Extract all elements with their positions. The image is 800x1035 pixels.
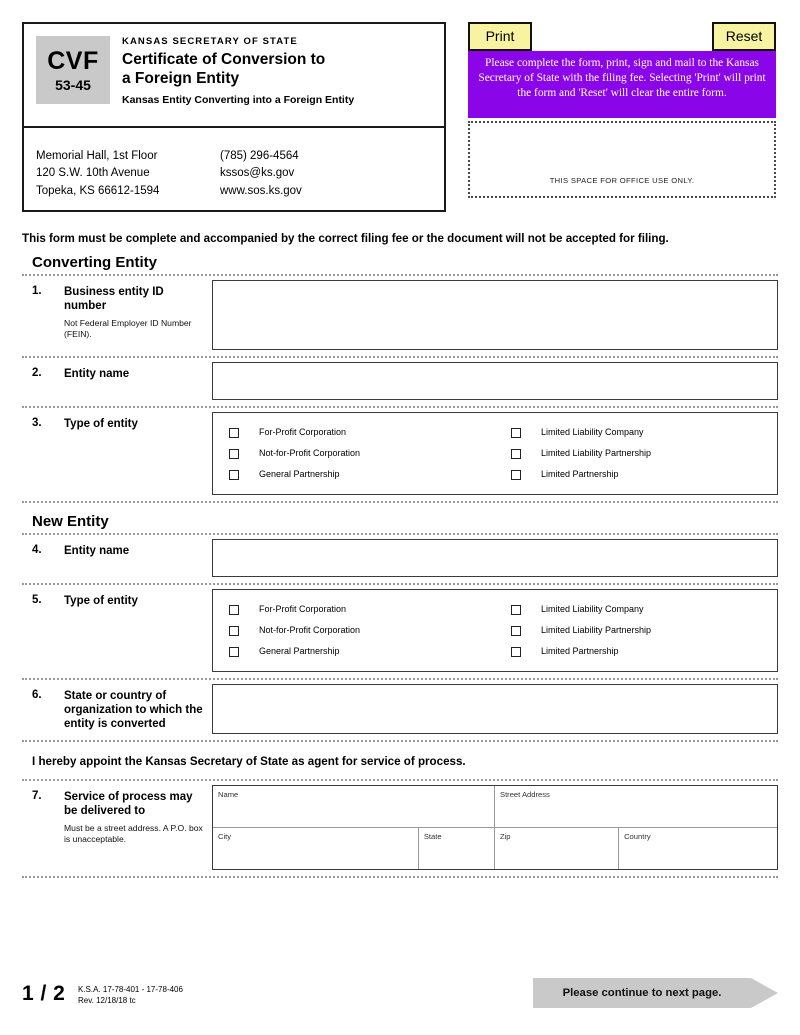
revision-line: Rev. 12/18/18 tc [78, 996, 136, 1006]
field-input-cell [212, 680, 778, 740]
statute-line: K.S.A. 17-78-401 - 17-78-406 [78, 985, 183, 994]
divider [22, 876, 778, 878]
form-title-line2: a Foreign Entity [122, 69, 240, 87]
item-label: Entity name [64, 368, 130, 380]
checkbox-label: Limited Liability Partnership [541, 448, 652, 458]
page-number: 1 / 2 [22, 982, 66, 1005]
continue-banner-body [533, 978, 751, 1008]
checkbox-option[interactable] [511, 422, 777, 443]
checkbox-option[interactable] [229, 443, 495, 464]
agency-website[interactable]: www.sos.ks.gov [220, 184, 302, 197]
address-line-1: Memorial Hall, 1st Floor [36, 150, 158, 162]
service-city-cell[interactable] [213, 828, 419, 869]
office-use-box [468, 121, 776, 198]
address-row-top [213, 786, 777, 828]
checkbox-option[interactable] [511, 443, 777, 464]
checkbox-icon[interactable] [511, 449, 521, 459]
form-title-line1: Certificate of Conversion to [122, 50, 326, 68]
option-column-right [495, 599, 777, 662]
statute-reference [78, 984, 183, 1006]
field-row-converting-entity-type [22, 408, 778, 501]
checkbox-option[interactable] [511, 620, 777, 641]
field-label-cell [22, 680, 212, 740]
checkbox-icon[interactable] [229, 470, 239, 480]
field-label-cell [22, 408, 212, 501]
arrow-right-icon [751, 978, 778, 1008]
checkbox-option[interactable] [511, 641, 777, 662]
field-row-business-entity-id [22, 276, 778, 356]
agency-name: KANSAS SECRETARY OF STATE [122, 36, 298, 47]
agency-identity-panel [22, 22, 446, 212]
address-line-3: Topeka, KS 66612-1594 [36, 184, 160, 197]
address-line-2: 120 S.W. 10th Avenue [36, 167, 150, 180]
checkbox-icon[interactable] [511, 647, 521, 657]
continue-banner [533, 978, 778, 1008]
section-heading-new-entity: New Entity [32, 513, 109, 530]
field-label-cell [22, 585, 212, 678]
field-row-service-of-process [22, 781, 778, 876]
checkbox-label: Limited Liability Company [541, 604, 644, 614]
form-title [122, 51, 438, 89]
service-state-cell[interactable] [419, 828, 495, 869]
form-buttons-bar [466, 22, 778, 52]
checkbox-icon[interactable] [229, 428, 239, 438]
section-heading-converting-entity: Converting Entity [32, 254, 158, 271]
form-body [22, 254, 778, 878]
checkbox-option[interactable] [229, 620, 495, 641]
field-input-cell [212, 358, 778, 406]
service-name-cell[interactable] [213, 786, 495, 827]
form-instructions-banner: Please complete the form, print, sign and mail to the Kansas Secretary of State with the filing fee. Selecting 'Print' will print the form and 'Reset' will clear the entire form. [468, 51, 776, 118]
option-column-left [213, 599, 495, 662]
form-actions-panel [466, 22, 778, 212]
field-label-cell [22, 535, 212, 583]
item-label: Type of entity [64, 595, 138, 607]
checkbox-option[interactable] [229, 641, 495, 662]
completeness-notice: This form must be complete and accompanied by the correct filing fee or the document will not be accepted for filing. [22, 232, 669, 245]
field-label-cell [22, 781, 212, 876]
form-code-badge [36, 36, 110, 104]
item-number: 7. [32, 790, 42, 802]
address-row-bottom [213, 828, 777, 869]
item-label: Type of entity [64, 418, 138, 430]
item-hint: Not Federal Employer ID Number (FEIN). [64, 318, 192, 340]
form-header [22, 22, 778, 212]
checkbox-label: General Partnership [259, 646, 340, 656]
agency-email[interactable]: kssos@ks.gov [220, 167, 295, 180]
new-entity-name-input[interactable] [212, 539, 778, 577]
field-row-new-entity-type [22, 585, 778, 678]
field-caption: Name [218, 790, 239, 799]
form-footer [22, 978, 778, 1018]
checkbox-option[interactable] [511, 464, 777, 485]
checkbox-icon[interactable] [511, 626, 521, 636]
item-number: 5. [32, 594, 42, 606]
agency-contact-block [24, 128, 444, 212]
field-input-cell [212, 408, 778, 501]
field-row-converting-entity-name [22, 358, 778, 406]
field-input-cell [212, 535, 778, 583]
converting-entity-type-options [212, 412, 778, 495]
field-caption: Street Address [500, 790, 550, 799]
option-column-left [213, 422, 495, 485]
checkbox-option[interactable] [229, 422, 495, 443]
field-caption: State [423, 832, 442, 841]
state-of-organization-input[interactable] [212, 684, 778, 734]
service-street-address-cell[interactable] [495, 786, 777, 827]
field-row-new-entity-name [22, 535, 778, 583]
checkbox-label: Not-for-Profit Corporation [259, 625, 361, 635]
checkbox-label: General Partnership [259, 469, 340, 479]
item-number: 2. [32, 367, 42, 379]
item-label: Entity name [64, 545, 130, 557]
item-number: 6. [32, 689, 42, 701]
office-use-label: THIS SPACE FOR OFFICE USE ONLY. [549, 176, 695, 185]
agency-contact-details [220, 148, 302, 200]
checkbox-label: Limited Liability Company [541, 427, 644, 437]
checkbox-icon[interactable] [511, 605, 521, 615]
option-column-right [495, 422, 777, 485]
field-input-cell [212, 585, 778, 678]
item-number: 4. [32, 544, 42, 556]
checkbox-label: Limited Partnership [541, 469, 619, 479]
checkbox-option[interactable] [511, 599, 777, 620]
item-number: 1. [32, 285, 42, 297]
checkbox-icon[interactable] [229, 605, 239, 615]
agency-mailing-address [36, 148, 159, 200]
checkbox-icon[interactable] [229, 449, 239, 459]
item-label: State or country of organization to which the entity is converted [64, 690, 203, 731]
checkbox-label: For-Profit Corporation [259, 427, 347, 437]
checkbox-icon[interactable] [511, 470, 521, 480]
business-entity-id-input[interactable] [212, 280, 778, 350]
item-hint: Must be a street address. A P.O. box is unacceptable. [64, 823, 203, 845]
field-row-state-of-organization [22, 680, 778, 740]
form-title-block [24, 24, 444, 128]
checkbox-label: Limited Partnership [541, 646, 619, 656]
field-caption: City [218, 832, 232, 841]
agency-phone: (785) 296-4564 [220, 150, 299, 162]
new-entity-type-options [212, 589, 778, 672]
service-address-grid [212, 785, 778, 870]
converting-entity-name-input[interactable] [212, 362, 778, 400]
item-label: Service of process may be delivered to [64, 791, 193, 818]
checkbox-icon[interactable] [229, 647, 239, 657]
checkbox-icon[interactable] [229, 626, 239, 636]
checkbox-option[interactable] [229, 599, 495, 620]
checkbox-label: Limited Liability Partnership [541, 625, 652, 635]
print-button[interactable]: Print [468, 22, 532, 51]
checkbox-icon[interactable] [511, 428, 521, 438]
item-number: 3. [32, 417, 42, 429]
checkbox-label: For-Profit Corporation [259, 604, 347, 614]
checkbox-label: Not-for-Profit Corporation [259, 448, 361, 458]
checkbox-option[interactable] [229, 464, 495, 485]
field-input-cell [212, 276, 778, 356]
field-input-cell [212, 781, 778, 876]
field-caption: Country [624, 832, 651, 841]
service-zip-cell[interactable] [495, 828, 619, 869]
agent-appointment-statement: I hereby appoint the Kansas Secretary of State as agent for service of process. [32, 755, 466, 768]
continue-banner-label: Please continue to next page. [562, 987, 722, 999]
field-label-cell [22, 358, 212, 406]
service-country-cell[interactable] [619, 828, 777, 869]
form-number: 53-45 [55, 76, 91, 93]
form-code: CVF [47, 46, 99, 75]
item-label: Business entity ID number [64, 286, 164, 313]
title-text-group [122, 36, 438, 107]
reset-button[interactable]: Reset [712, 22, 776, 51]
form-subtitle: Kansas Entity Converting into a Foreign Entity [122, 93, 355, 106]
field-caption: Zip [499, 832, 511, 841]
field-label-cell [22, 276, 212, 356]
